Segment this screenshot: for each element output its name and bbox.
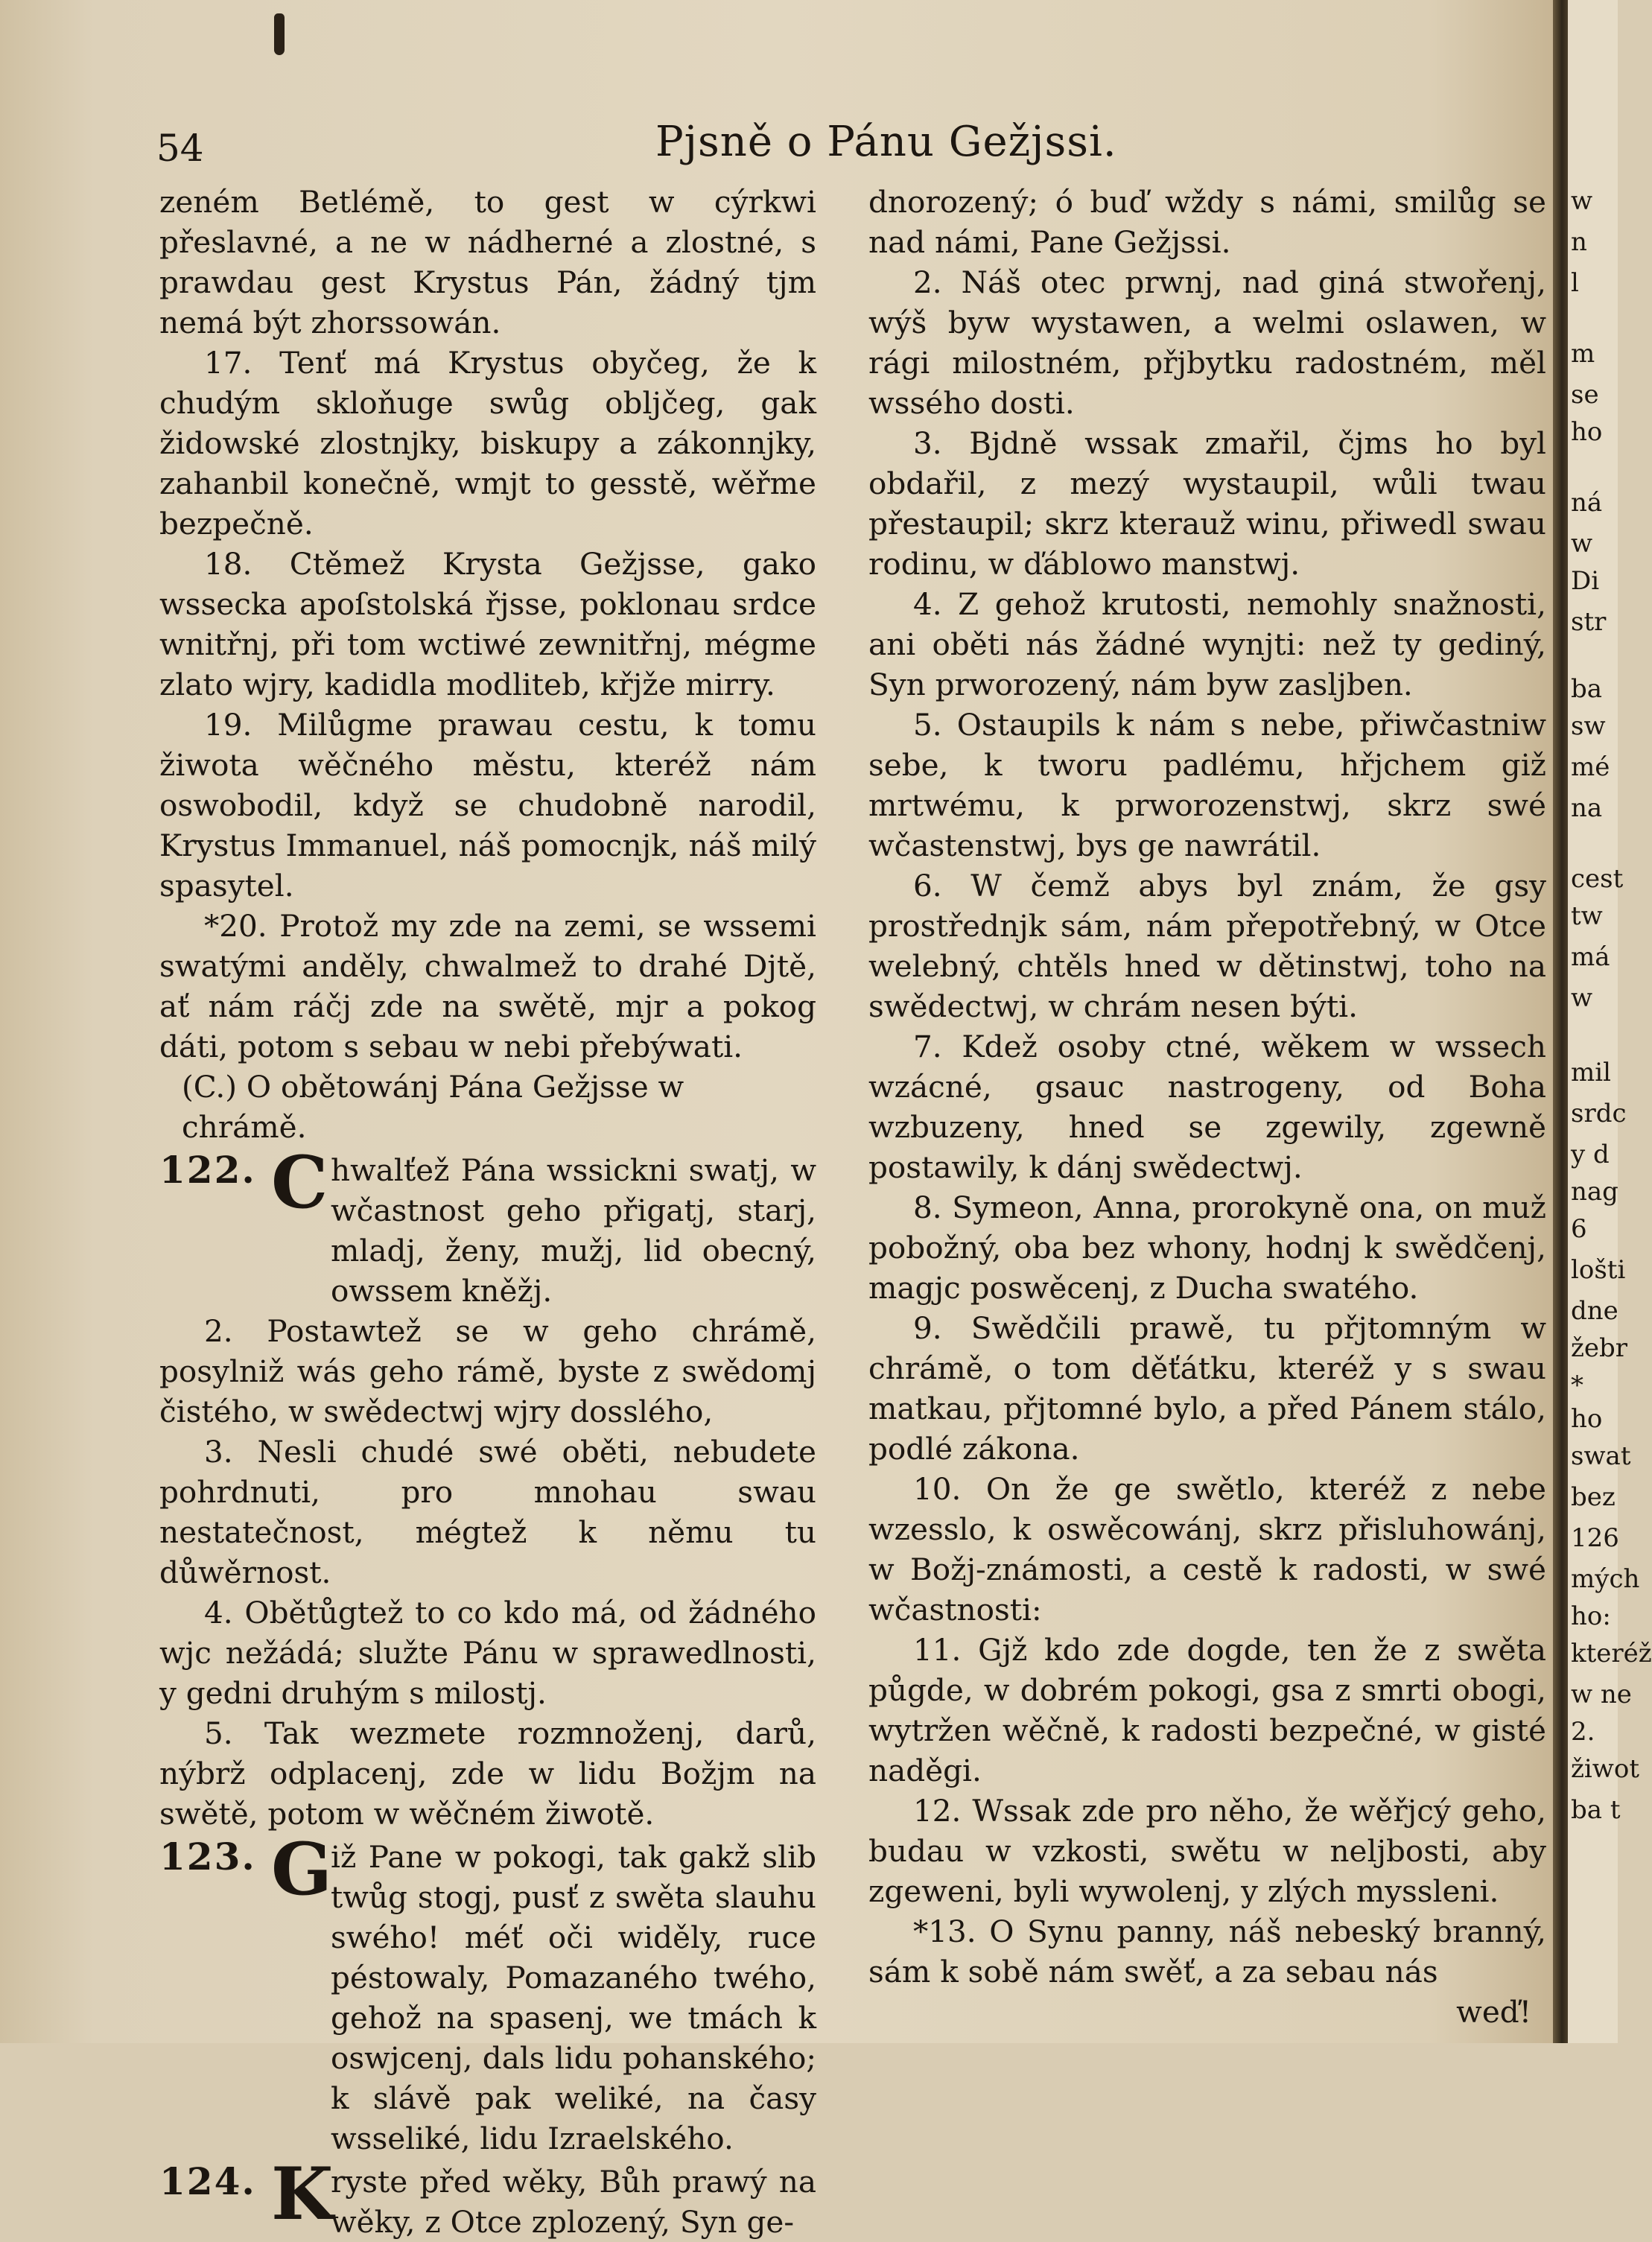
- continuation-text: dnorozený; ó buď wždy s námi, smilůg se nad námi, Pane Gežjssi.: [868, 184, 1546, 260]
- hymn-number: 124.: [159, 2159, 256, 2203]
- next-page-fragment: na: [1571, 793, 1603, 823]
- verse-13: *13. O Synu panny, náš nebeský branný, sám k sobě nám swěť, a za sebau nás: [868, 1914, 1546, 1989]
- verse-8: 8. Symeon, Anna, prorokyně ona, on muž pobožný, oba bez whony, hodnj k swědčenj, magjc poswěcenj, z Ducha swatého.: [868, 1190, 1546, 1306]
- verse-20: *20. Protož my zde na zemi, se wssemi swatými anděly, chwalmež to drahé Djtě, ať nám ráčj zde na swětě, mjr a pokog dáti, potom s sebau w nebi přebýwati.: [159, 908, 816, 1064]
- verse-6: 6. W čemž abys byl znám, že gsy prostřednjk sám, nám přepotřebný, w Otce welebný, chtěls hned w dětinstwj, toho na swědectwj, w chrám nesen býti.: [868, 868, 1546, 1024]
- next-page-fragment: 6: [1571, 1214, 1587, 1244]
- next-page-fragment: ba: [1571, 674, 1603, 704]
- next-page-fragment: ho:: [1571, 1601, 1611, 1631]
- running-title: Pjsně o Pánu Gežjssi.: [655, 118, 1117, 166]
- next-page-fragment: žiwot: [1571, 1754, 1640, 1784]
- page-gutter-shadow: [1553, 0, 1568, 2043]
- right-column: [868, 182, 1546, 2032]
- verse-4: 4. Z gehož krutosti, nemohly snažnosti, ani oběti nás žádné wynjti: než ty gediný, Syn prworozený, nám byw zasljben.: [868, 586, 1546, 702]
- next-page-fragment: má: [1571, 942, 1610, 972]
- verse-9: 9. Swědčili prawě, tu přjtomným w chrámě, o tom děťátku, kteréž y s swau matkau, přjtomné bylo, a před Pánem stálo, podlé zákona.: [868, 1310, 1546, 1467]
- drop-cap: G: [271, 1827, 332, 1911]
- hymn-122-verse-4: 4. Obětůgtež to co kdo má, od žádného wjc nežádá; služte Pánu w sprawedlnosti, y gedni druhým s milostj.: [159, 1595, 816, 1711]
- next-page-fragment: bez: [1571, 1482, 1616, 1512]
- next-page-fragment: cest: [1571, 864, 1624, 894]
- next-page-fragment: lošti: [1571, 1255, 1626, 1285]
- next-page-fragment: n: [1571, 227, 1587, 257]
- drop-cap: C: [271, 1140, 328, 1225]
- next-page-fragment: nag: [1571, 1177, 1618, 1207]
- left-column: [159, 182, 816, 2242]
- hymn-first-verse: ryste před wěky, Bůh prawý na wěky, z Otce zplozený, Syn ge-: [331, 2164, 816, 2240]
- next-page-fragment: mých: [1571, 1564, 1640, 1594]
- next-page-fragment: m: [1571, 339, 1595, 369]
- next-page-fragment: ho: [1571, 1404, 1603, 1434]
- next-page-fragment: l: [1571, 268, 1579, 298]
- next-page-fragment: 2.: [1571, 1717, 1595, 1747]
- verse-19: 19. Milůgme prawau cestu, k tomu žiwota wěčného městu, kteréž nám oswobodil, když se chudobně narodil, Krystus Immanuel, náš pomocnjk, náš milý spasytel.: [159, 707, 816, 904]
- closing-word: weď!: [1456, 1994, 1531, 2030]
- hymn-first-verse: iž Pane w pokogi, tak gakž slib twůg stogj, pusť z swěta slauhu swého! méť oči widěly, ruce péstowaly, Pomazaného twého, gehož na spasenj, we tmách k oswjcenj, dals lidu pohanského; k slávě pak weliké, na časy wsseliké, lidu Izraelského.: [331, 1839, 816, 2156]
- next-page-fragment: 126: [1571, 1523, 1619, 1553]
- verse-5: 5. Ostaupils k nám s nebe, přiwčastniw sebe, k tworu padlému, hřjchem giž mrtwému, k prworozenstwj, skrz swé wčastenstwj, bys ge nawrátil.: [868, 707, 1546, 863]
- hymn-first-verse: hwalťež Pána wssickni swatj, w wčastnost geho přigatj, starj, mladj, ženy, mužj, lid obecný, owssem kněžj.: [331, 1152, 816, 1309]
- hymn-122-verse-5: 5. Tak wezmete rozmnoženj, darů, nýbrž odplacenj, zde w lidu Božjm na swětě, potom w wěčném žiwotě.: [159, 1715, 816, 1832]
- ink-blot: [274, 13, 285, 55]
- next-page-fragment: se: [1571, 380, 1599, 410]
- page-number: 54: [156, 127, 204, 170]
- verse-7: 7. Kdež osoby ctné, wěkem w wssech wzácné, gsauc nastrogeny, od Boha wzbuzeny, hned se zgewily, zgewně postawily, k dánj swědectwj.: [868, 1029, 1546, 1185]
- verse-10: 10. On že ge swětlo, kteréž z nebe wzesslo, k oswěcowánj, skrz přisluhowánj, w Božj-známosti, a cestě k radosti, w swé wčastnosti:: [868, 1471, 1546, 1627]
- verse-3: 3. Bjdně wssak zmařil, čjms ho byl obdařil, z mezý wystaupil, wůli twau přestaupil; skrz kterauž winu, přiwedl swau rodinu, w ďáblowo manstwj.: [868, 425, 1546, 582]
- hymn-number: 122.: [159, 1148, 256, 1192]
- next-page-fragment: y d: [1571, 1140, 1610, 1169]
- next-page-fragment: ba t: [1571, 1795, 1621, 1825]
- next-page-fragment: *: [1571, 1371, 1583, 1400]
- verse-2: 2. Náš otec prwnj, nad giná stwořenj, wýš byw wystawen, a welmi oslawen, w rági milostném, přjbytku radostném, měl wssého dosti.: [868, 264, 1546, 421]
- next-page-fragment: ho: [1571, 417, 1603, 447]
- continuation-text: zeném Betlémě, to gest w cýrkwi přeslavné, a ne w nádherné a zlostné, s prawdau gest Krystus Pán, žádný tjm nemá být zhorssowán.: [159, 184, 816, 340]
- next-page-fragment: srdc: [1571, 1099, 1627, 1128]
- section-heading: (C.) O obětowánj Pána Gežjsse w chrámě.: [182, 1069, 684, 1145]
- next-page-fragment: dne: [1571, 1296, 1618, 1326]
- next-page-fragment: str: [1571, 607, 1607, 637]
- next-page-fragment: tw: [1571, 901, 1603, 931]
- next-page-fragment: žebr: [1571, 1333, 1628, 1363]
- next-page-fragment: Di: [1571, 566, 1600, 596]
- hymn-123: [159, 1827, 816, 2159]
- next-page-fragment: sw: [1571, 711, 1606, 741]
- verse-11: 11. Gjž kdo zde dogde, ten že z swěta půgde, w dobrém pokogi, gsa z smrti obogi, wytržen wěčně, k radosti bezpečné, w gisté naděgi.: [868, 1632, 1546, 1788]
- next-page-fragment: w: [1571, 529, 1593, 559]
- next-page-fragment: mil: [1571, 1058, 1611, 1087]
- hymn-124: [159, 2152, 816, 2242]
- hymn-122: [159, 1140, 816, 1311]
- next-page-fragment: w ne: [1571, 1680, 1632, 1709]
- next-page-fragment: mé: [1571, 752, 1610, 782]
- next-page-fragment: ná: [1571, 488, 1603, 518]
- next-page-fragment: w: [1571, 983, 1593, 1013]
- next-page-strip: [1568, 0, 1652, 2043]
- hymn-122-verse-3: 3. Nesli chudé swé oběti, nebudete pohrdnuti, pro mnohau swau nestatečnost, mégtež k němu tu důwěrnost.: [159, 1434, 816, 1590]
- verse-12: 12. Wssak zde pro něho, že wěřjcý geho, budau w vzkosti, swětu w neljbosti, aby zgeweni, byli wywolenj, y zlých myssleni.: [868, 1793, 1546, 1909]
- verse-17: 17. Tenť má Krystus obyčeg, že k chudým skloňuge swůg obljčeg, gak židowské zlostnjky, biskupy a zákonnjky, zahanbil konečně, wmjt to gesstě, wěřme bezpečně.: [159, 345, 816, 542]
- hymn-number: 123.: [159, 1835, 256, 1879]
- verse-18: 18. Ctěmež Krysta Gežjsse, gako wssecka apoſstolská řjsse, poklonau srdce wnitřnj, při tom wctiwé zewnitřnj, mégme zlato wjry, kadidla modliteb, křjže mirry.: [159, 546, 816, 702]
- hymn-122-verse-2: 2. Postawtež se w geho chrámě, posylniž wás geho rámě, byste z swědomj čistého, w swědectwj wjry dosslého,: [159, 1313, 816, 1429]
- drop-cap: K: [271, 2152, 334, 2236]
- next-page-fragment: swat: [1571, 1441, 1631, 1471]
- next-page-fragment: w: [1571, 186, 1593, 216]
- next-page-fragment: kteréž: [1571, 1639, 1652, 1668]
